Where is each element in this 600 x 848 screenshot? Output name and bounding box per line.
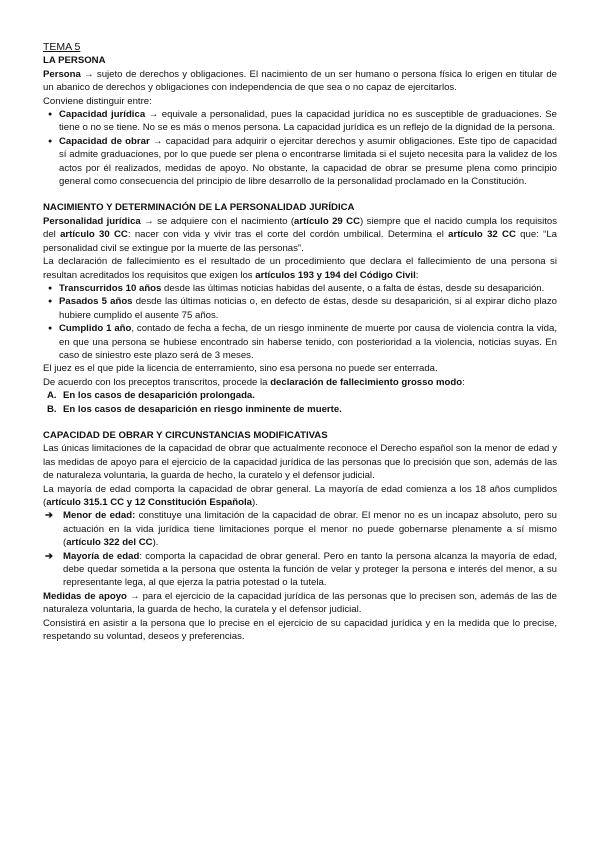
document-page [43, 40, 557, 643]
paragraph-mayoria-de-edad [43, 483, 557, 510]
term: Mayoría de edad [63, 550, 140, 562]
text: ). [252, 497, 258, 508]
text: De acuerdo con los preceptos transcritos, procede la [43, 376, 271, 388]
list-marker: B. [47, 403, 57, 415]
paragraph-medidas-de-apoyo [43, 590, 557, 617]
list-item [43, 108, 557, 135]
text: → para el ejercicio de la capacidad jurídica de las personas que lo precisen son, además de las de naturaleza voluntaria, la guarda de hecho, la curatela y el defensor judicial. [43, 590, 557, 616]
text: constituye una limitación de la capacidad de obrar. El menor no es un incapaz absoluto, pero su actuación en la vida jurídica tiene limitaciones porque el menor no puede gobernarse plenamente a sí mismo ( [63, 510, 557, 549]
text: : nacer con vida y vivir tras el corte del cordón umbilical. Determina el [127, 229, 449, 241]
term-persona: Persona [43, 68, 81, 80]
term: Medidas de apoyo [43, 590, 127, 602]
bullet-list-requisitos [43, 282, 557, 362]
term: artículo 32 CC [448, 229, 516, 241]
paragraph-persona [43, 68, 557, 95]
text: → capacidad para adquirir o ejercitar derechos y asumir obligaciones. Este tipo de capacidad sí admite graduaciones, por lo que puede ser plena o encontrarse limitada si el sujeto necesita para la validez de los actos por él realizados, medidas de apoyo. No obstante, la capacidad de obrar se presume plena como principio general como consecuencia del principio de libre desarrollo de la personalidad proclamado en la Constitución. [59, 135, 557, 188]
term: artículos 193 y 194 del Código Civil [255, 269, 416, 281]
term: Menor de edad: [63, 510, 136, 522]
text: ) siempre que el nacido cumpla los requisitos del [43, 215, 557, 241]
list-item [43, 295, 557, 322]
term: Transcurridos 10 años [59, 282, 162, 294]
term: Personalidad jurídica [43, 215, 141, 227]
arrow-icon: ➔ [45, 550, 54, 562]
text: → se adquiere con el nacimiento ( [140, 215, 295, 227]
text: → equivale a personalidad, pues la capacidad jurídica no es susceptible de graduaciones. Se tiene o no se tiene. No se es más o menos persona. La capacidad jurídica es un reflejo de la dignidad de la persona. [59, 109, 557, 134]
bullet-list-capacidades [43, 108, 557, 188]
text: , contado de fecha a fecha, de un riesgo inminente de muerte por causa de violencia contra la vida, en que una persona se hubiese encontrado sin haberse tenido, con posterioridad a la violencia, noticias suyas. En caso de siniestro este plazo será de 3 meses. [59, 323, 558, 361]
paragraph-distinguir: Conviene distinguir entre: [43, 95, 152, 107]
term: artículo 315.1 CC y 12 Constitución Española [46, 497, 252, 508]
text: desde las últimas noticias habidas del ausente, o a falta de éstas, desde su desaparición. [161, 282, 545, 294]
paragraph-limitaciones: Las únicas limitaciones de la capacidad de obrar que actualmente reconoce el Derecho español son la menor de edad y las medidas de apoyo para el ejercicio de la capacidad jurídica de las personas que lo precisión que son, además de las de naturaleza voluntaria, la guarda de hecho, la curatelo y el defensor judicial. [43, 443, 557, 482]
text: : comporta la capacidad de obrar general. Pero en tanto la persona alcanza la mayoría de edad, debe quedar sometida a la persona que ostenta la función de velar y proteger la persona e interés del menor, a su representante lega, al que ejerza la patria potestad o la tutela. [63, 550, 557, 589]
text: → sujeto de derechos y obligaciones. El nacimiento de un ser humano o persona física lo erigen en titular de un abanico de derechos y obligaciones con independencia de que sea o no capaz de ejercitarlos. [43, 68, 557, 94]
lettered-list [43, 389, 557, 416]
paragraph-preceptos [43, 376, 557, 389]
text: : [462, 376, 465, 388]
list-item [43, 322, 557, 362]
list-item [43, 550, 557, 590]
text: desde las últimas noticias o, en defecto de éstas, desde su desaparición, si al expirar dicho plazo hubiere cumplido el ausente 75 años. [59, 296, 557, 321]
topic-label: TEMA 5 [43, 41, 81, 53]
list-marker: A. [47, 390, 57, 402]
text: que: “La personalidad civil se extingue por la muerte de las personas”. [43, 229, 558, 254]
arrow-list [43, 509, 557, 589]
term-capacidad-de-obrar: Capacidad de obrar [59, 135, 150, 147]
list-item [43, 403, 557, 416]
arrow-icon: ➔ [45, 510, 54, 522]
text: La declaración de fallecimiento es el resultado de un procedimiento que declara el fallecimiento de una persona si resultan acreditados los requisitos que exigen los [43, 256, 557, 281]
term: Cumplido 1 año [59, 323, 132, 335]
paragraph-declaracion [43, 255, 557, 282]
text: : [415, 269, 419, 281]
term-capacidad-juridica: Capacidad jurídica [59, 109, 146, 121]
paragraph-personalidad-juridica [43, 215, 557, 255]
text: La mayoría de edad comporta la capacidad de obrar general. La mayoría de edad comienza a los 18 años cumplidos ( [43, 483, 557, 508]
text: ). [152, 537, 159, 549]
text: En los casos de desaparición en riesgo inminente de muerte. [63, 403, 342, 415]
term: declaración de fallecimiento grosso modo [270, 376, 463, 388]
term: artículo 30 CC [60, 229, 128, 241]
list-item [43, 282, 557, 295]
term: artículo 29 CC [294, 215, 360, 227]
term: Pasados 5 años [59, 296, 133, 308]
term: artículo 322 del CC [66, 537, 153, 549]
list-item [43, 135, 557, 189]
paragraph-juez: El juez es el que pide la licencia de enterramiento, sino esa persona no puede ser enterrada. [43, 363, 438, 375]
text: En los casos de desaparición prolongada. [63, 390, 255, 402]
section-title-capacidad-de-obrar: CAPACIDAD DE OBRAR Y CIRCUNSTANCIAS MODIFICATIVAS [43, 429, 328, 441]
section-title-nacimiento: NACIMIENTO Y DETERMINACIÓN DE LA PERSONALIDAD JURÍDICA [43, 202, 355, 214]
list-item [43, 509, 557, 549]
list-item [43, 389, 557, 402]
section-title-la-persona: LA PERSONA [43, 55, 106, 67]
paragraph-consistira: Consistirá en asistir a la persona que lo precise en el ejercicio de su capacidad jurídica y en la medida que lo precise, respetando su voluntad, deseos y preferencias. [43, 617, 557, 643]
